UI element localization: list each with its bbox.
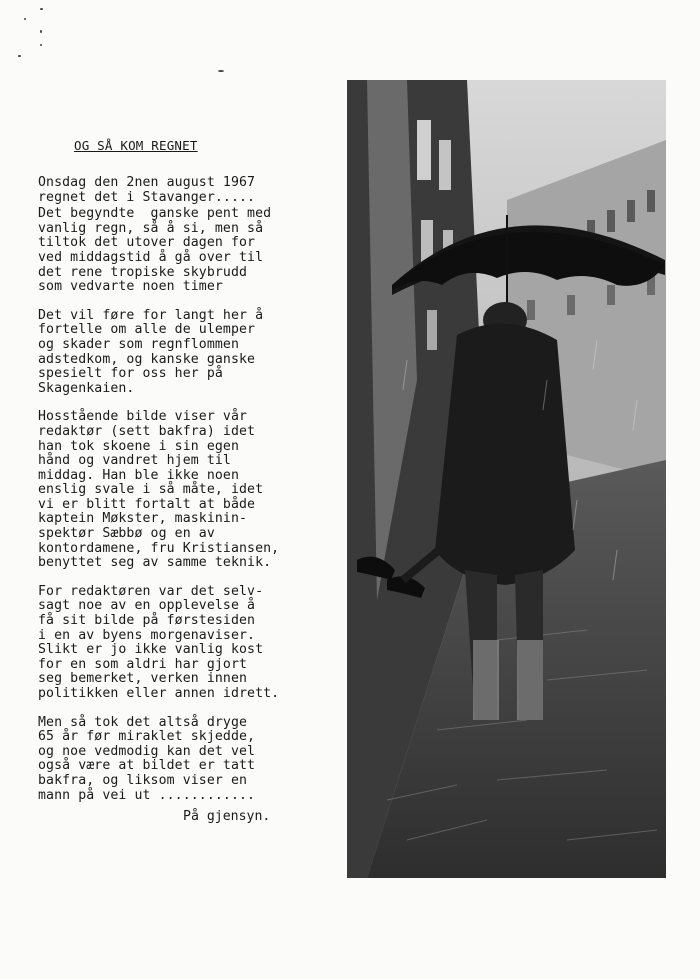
text-line: i en av byens morgenaviser. bbox=[38, 627, 256, 643]
text-line: for en som aldri har gjort bbox=[38, 656, 248, 672]
scan-speck bbox=[40, 8, 43, 10]
text-line: spesielt for oss her på bbox=[38, 366, 223, 382]
paragraph-intro bbox=[38, 176, 328, 205]
signoff: På gjensyn. bbox=[183, 809, 271, 824]
text-line: vanlig regn, så å si, men så bbox=[38, 220, 264, 236]
text-line: 65 år før miraklet skjedde, bbox=[38, 729, 256, 745]
text-line: For redaktøren var det selv- bbox=[38, 583, 264, 599]
text-line: også være at bildet er tatt bbox=[38, 758, 256, 774]
rain-photo bbox=[347, 80, 666, 878]
text-line: sagt noe av en opplevelse å bbox=[38, 598, 256, 614]
scan-speck bbox=[24, 18, 26, 20]
rain-photo-illustration bbox=[347, 80, 666, 878]
paragraph-rain bbox=[38, 207, 328, 295]
text-line: fortelle om alle de ulemper bbox=[38, 322, 256, 338]
text-line: kontordamene, fru Kristiansen, bbox=[38, 540, 280, 556]
paragraph-damages bbox=[38, 309, 328, 397]
text-line: enslig svale i så måte, idet bbox=[38, 482, 264, 498]
text-line: han tok skoene i sin egen bbox=[38, 438, 239, 454]
text-line: og skader som regnflommen bbox=[38, 336, 239, 352]
text-line: Skagenkaien. bbox=[38, 380, 135, 396]
text-line: bakfra, og liksom viser en bbox=[38, 772, 248, 788]
text-line: som vedvarte noen timer bbox=[38, 279, 223, 295]
scan-speck bbox=[18, 55, 21, 57]
text-line: det rene tropiske skybrudd bbox=[38, 264, 248, 280]
paragraph-miracle bbox=[38, 716, 328, 804]
text-line: få sit bilde på førstesiden bbox=[38, 613, 256, 629]
text-line: Det begyndte ganske pent med bbox=[38, 206, 272, 222]
text-line: ved middagstid å gå over til bbox=[38, 249, 264, 265]
text-line: Slikt er jo ikke vanlig kost bbox=[38, 642, 264, 658]
paragraph-editor bbox=[38, 410, 328, 571]
text-line: Det vil føre for langt her å bbox=[38, 307, 264, 323]
text-line: vi er blitt fortalt at både bbox=[38, 496, 256, 512]
scan-speck bbox=[218, 70, 224, 72]
paragraph-newspaper bbox=[38, 585, 328, 702]
article-body bbox=[38, 176, 328, 817]
text-line: mann på vei ut ............ bbox=[38, 787, 256, 803]
text-line: regnet det i Stavanger..... bbox=[38, 189, 256, 205]
text-line: seg bemerket, verken innen bbox=[38, 671, 248, 687]
text-line: Onsdag den 2nen august 1967 bbox=[38, 175, 256, 190]
text-line: benyttet seg av samme teknik. bbox=[38, 555, 272, 571]
article-title: OG SÅ KOM REGNET bbox=[74, 138, 198, 153]
scan-speck bbox=[40, 44, 42, 46]
scan-speck bbox=[40, 30, 42, 33]
text-line: middag. Han ble ikke noen bbox=[38, 467, 239, 483]
text-line: spektør Sæbbø og en av bbox=[38, 526, 215, 542]
text-line: tiltok det utover dagen for bbox=[38, 235, 256, 251]
text-line: Men så tok det altså dryge bbox=[38, 714, 248, 730]
text-line: politikken eller annen idrett. bbox=[38, 686, 280, 701]
text-line: adstedkom, og kanske ganske bbox=[38, 351, 256, 367]
text-line: kaptein Møkster, maskinin- bbox=[38, 511, 248, 527]
text-line: redaktør (sett bakfra) idet bbox=[38, 423, 256, 439]
text-line: og noe vedmodig kan det vel bbox=[38, 743, 256, 759]
text-line: hånd og vandret hjem til bbox=[38, 453, 231, 469]
text-line: Hosstående bilde viser vår bbox=[38, 409, 248, 425]
